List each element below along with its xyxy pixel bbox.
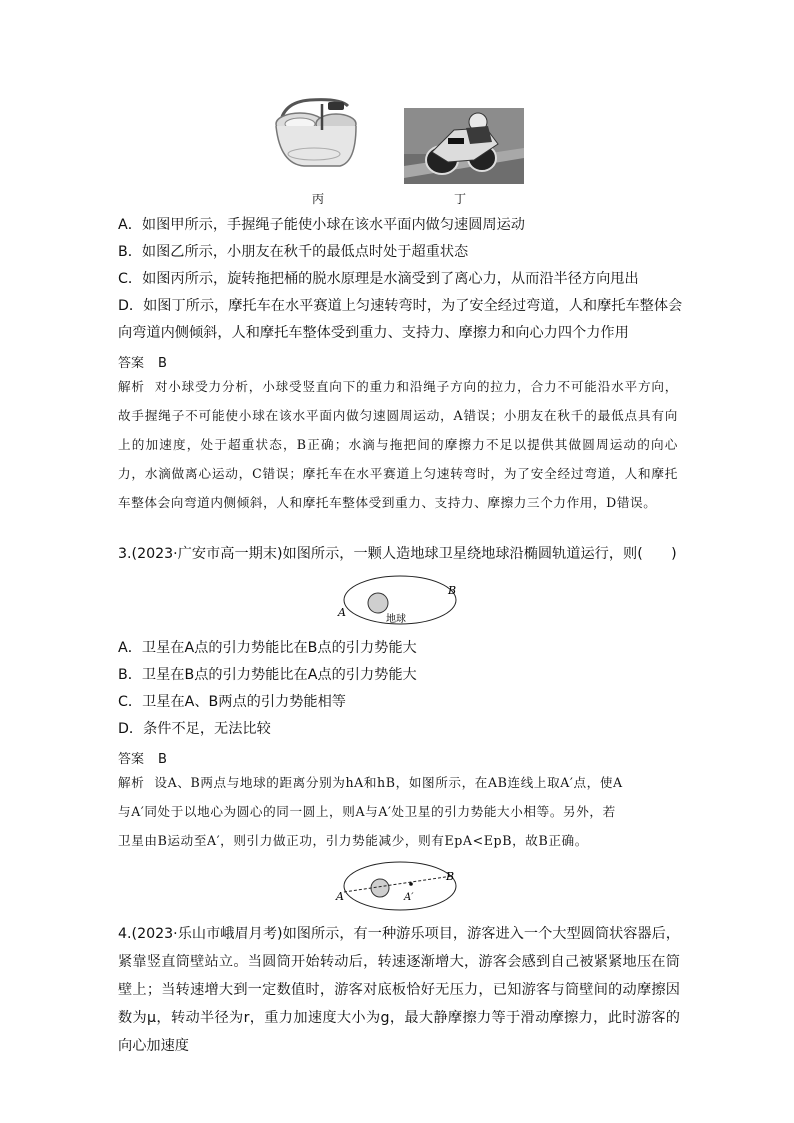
figure-caption-d: 丁 [454, 192, 467, 206]
q3-option-b: B．卫星在B点的引力势能比在A点的引力势能大 [118, 667, 417, 683]
q2-answer [118, 352, 167, 371]
orbit-diagram-2 [334, 858, 464, 914]
q3-analysis [118, 768, 678, 855]
q4-stem: 4.(2023·乐山市峨眉月考)如图所示，有一种游乐项目，游客进入一个大型圆筒状容器后，紧靠竖直筒壁站立。当圆筒开始转动后，转速逐渐增大，游客会感到自己被紧紧地压在筒壁上；当转速增大到一定数值时，游客对底板恰好无压力，已知游客与筒壁间的动摩擦因数为μ，转动半径为r，重力加速度大小为g，最大静摩擦力等于滑动摩擦力，此时游客的向心加速度 [118, 926, 680, 1054]
q2-option-d: D．如图丁所示，摩托车在水平赛道上匀速转弯时，为了安全经过弯道，人和摩托车整体会 [118, 298, 683, 314]
analysis-line-1: 解析 设A、B两点与地球的距离分别为hA和hB，如图所示，在AB连线上取A′点，使A [118, 775, 623, 790]
mop-bucket-image [270, 96, 364, 172]
answer-label: 答案 [118, 752, 145, 767]
point-a-label: A [336, 890, 344, 903]
q2-option-b: B．如图乙所示，小朋友在秋千的最低点时处于超重状态 [118, 244, 469, 260]
analysis-text: 对小球受力分析，小球受竖直向下的重力和沿绳子方向的拉力，合力不可能沿水平方向，故手握绳子不可能使小球在该水平面内做匀速圆周运动，A错误；小朋友在秋千的最低点具有向上的加速度，处于超重状态，B正确；水滴与拖把间的摩擦力不足以提供其做圆周运动的向心力，水滴做离心运动，C错误；摩托车在水平赛道上匀速转弯时，为了安全经过弯道，人和摩托车整体会向弯道内侧倾斜，人和摩托车整体受到重力、支持力、摩擦力三个力作用，D错误。 [118, 379, 678, 510]
q3-option-a: A．卫星在A点的引力势能比在B点的引力势能大 [118, 640, 417, 656]
q2-analysis [118, 372, 678, 517]
figure-caption-c: 丙 [312, 192, 325, 206]
analysis-label: 解析 [118, 775, 145, 790]
point-b-label: B [446, 870, 455, 883]
answer-value: B [158, 356, 167, 371]
point-b-label: B [448, 584, 457, 597]
analysis-label: 解析 [118, 379, 145, 394]
q2-option-a: A．如图甲所示，手握绳子能使小球在该水平面内做匀速圆周运动 [118, 217, 525, 233]
point-a-prime-label: A′ [404, 892, 414, 903]
q3-option-d: D．条件不足，无法比较 [118, 721, 271, 737]
answer-label: 答案 [118, 356, 145, 371]
figure-row [262, 96, 532, 206]
point-a-label: A [338, 606, 346, 619]
q3-answer [118, 748, 167, 767]
orbit-diagram-1 [334, 572, 464, 628]
q2-option-d-continued: 向弯道内侧倾斜，人和摩托车整体受到重力、支持力、摩擦力和向心力四个力作用 [118, 325, 629, 341]
answer-value: B [158, 752, 167, 767]
analysis-line-2: 与A′同处于以地心为圆心的同一圆上，则A与A′处卫星的引力势能大小相等。另外，若 [118, 804, 616, 819]
motorcycle-racing-image [404, 108, 524, 184]
q3-option-c: C．卫星在A、B两点的引力势能相等 [118, 694, 346, 710]
q3-stem: 3.(2023·广安市高一期末)如图所示，一颗人造地球卫星绕地球沿椭圆轨道运行，则( ) [118, 546, 677, 562]
analysis-line-3: 卫星由B运动至A′，则引力做正功，引力势能减少，则有EpA<EpB，故B正确。 [118, 833, 588, 848]
q2-option-c: C．如图丙所示，旋转拖把桶的脱水原理是水滴受到了离心力，从而沿半径方向甩出 [118, 271, 639, 287]
earth-label: 地球 [386, 614, 406, 625]
